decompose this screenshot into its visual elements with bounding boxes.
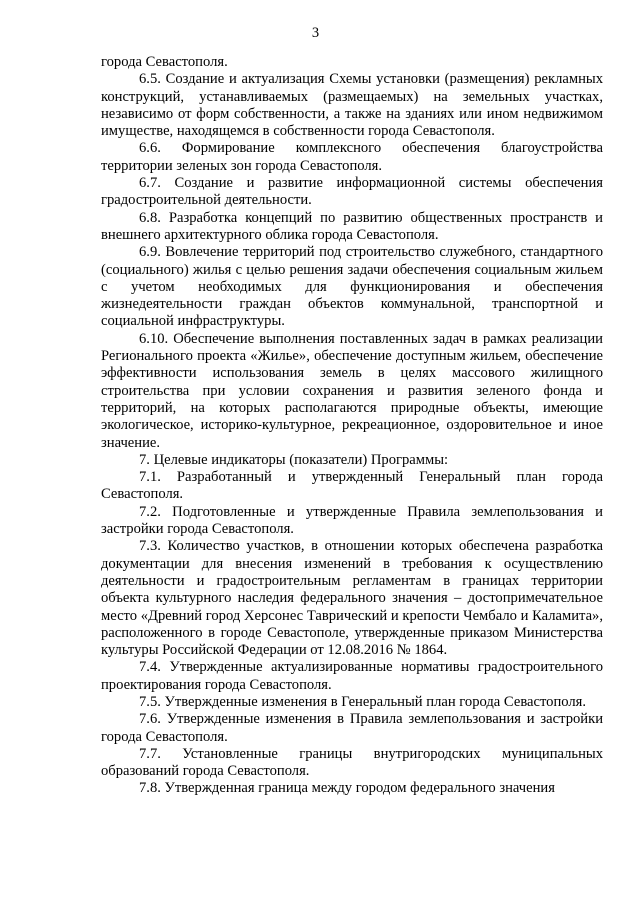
paragraph-6-10: 6.10. Обеспечение выполнения поставленных задач в рамках реализации Регионального проекта «Жилье», обеспечение доступным жильем, обеспечение эффективности использования земель в целях массового жилищного строительства при условии сохранения и развития зеленого фонда и территорий, на которых располагаются природные объекты, имеющие экологическое, историко-культурное, рекреационное, оздоровительное и иное значение.: [101, 330, 603, 451]
paragraph-7-7: 7.7. Установленные границы внутригородских муниципальных образований города Севастополя.: [101, 745, 603, 780]
paragraph-6-7: 6.7. Создание и развитие информационной системы обеспечения градостроительной деятельности.: [101, 175, 603, 209]
paragraph-7-2: 7.2. Подготовленные и утвержденные Правила землепользования и застройки города Севастополя.: [101, 503, 603, 538]
paragraph-6-6: 6.6. Формирование комплексного обеспечения благоустройства территории зеленых зон города Севастополя.: [101, 140, 603, 174]
paragraph-6-5: 6.5. Создание и актуализация Схемы установки (размещения) рекламных конструкций, устанавливаемых (размещаемых) на земельных участках, независимо от форм собственности, а также на зданиях или ином недвижимом имуществе, находящемся в собственности города Севастополя.: [101, 71, 603, 140]
paragraph-6-9: 6.9. Вовлечение территорий под строительство служебного, стандартного (социального) жилья с целью решения задачи обеспечения социальным жильем с учетом необходимых для функционирования и обеспечения жизнедеятельности граждан объектов коммунальной, транспортной и социальной инфраструктуры.: [101, 244, 603, 330]
paragraph-7-8: 7.8. Утвержденная граница между городом федерального значения: [139, 780, 555, 797]
paragraph-7-6: 7.6. Утвержденные изменения в Правила землепользования и застройки города Севастополя.: [101, 711, 603, 745]
paragraph-7-1: 7.1. Разработанный и утвержденный Генеральный план города Севастополя.: [101, 469, 603, 503]
paragraph-7-4: 7.4. Утвержденные актуализированные нормативы градостроительного проектирования города Севастополя.: [101, 659, 603, 693]
paragraph-7-3: 7.3. Количество участков, в отношении которых обеспечена разработка документации для внесения изменений в требования к осуществлению деятельности и градостроительным регламентам в границах территории объекта культурного наследия федерального значения – достопримечательное место «Древний город Херсонес Таврический и крепости Чембало и Каламита», расположенного в городе Севастополе, утвержденные приказом Министерства культуры Российской Федерации от 12.08.2016 № 1864.: [101, 538, 603, 659]
page-number: 3: [311, 25, 320, 41]
document-body: [101, 54, 603, 798]
paragraph-6-8: 6.8. Разработка концепций по развитию общественных пространств и внешнего архитектурного облика города Севастополя.: [101, 209, 603, 243]
section-7-heading: 7. Целевые индикаторы (показатели) Программы:: [139, 451, 449, 468]
paragraph-continuation: города Севастополя.: [101, 54, 228, 70]
paragraph-7-5: 7.5. Утвержденные изменения в Генеральный план города Севастополя.: [139, 693, 587, 710]
